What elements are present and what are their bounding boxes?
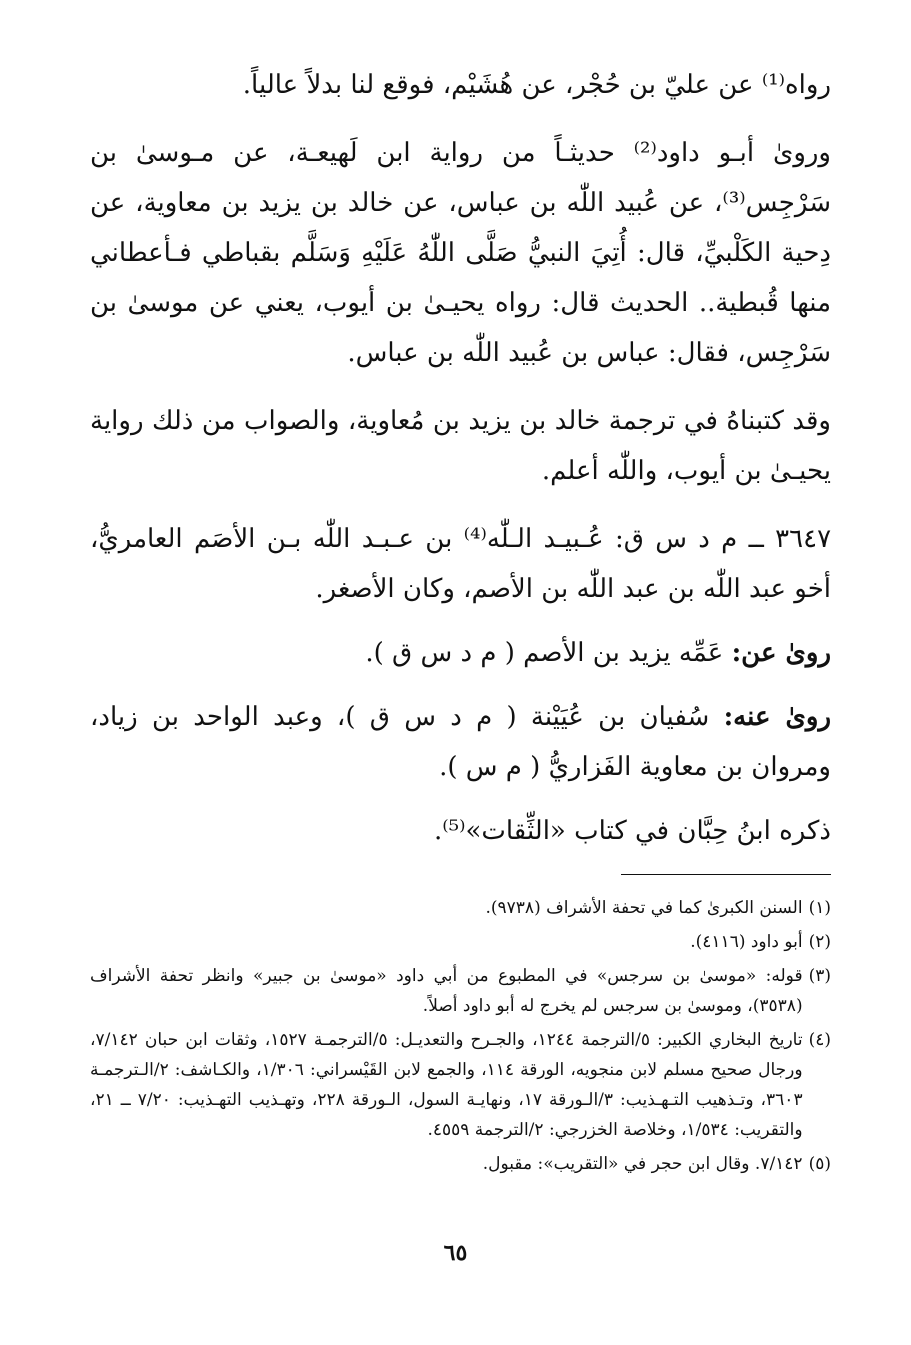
footnote-text: تاريخ البخاري الكبير: ٥/الترجمة ١٢٤٤، والجـرح والتعديـل: ٥/الترجمـة ١٥٢٧، وثقات ابن حبان ٧/١٤٢، ورجال صحيح مسلم لابن منجويه، الورقة ١١٤، والجمع لابن القَيْسراني: ١/٣٠٦، والكـاشف: ٢/الـترجمـة ٣٦٠٣، وتـذهيب التـهـذيب: ٣/الـورقة ١٧، ونهايـة السول، الـورقة ٢٢٨، وتهـذيب التهـذيب: ٧/٢٠ ــ ٢١، والتقريب: ١/٥٣٤، وخلاصة الخزرجي: ٢/الترجمة ٤٥٥٩. bbox=[90, 1030, 803, 1140]
narrated-by-label: روىٰ عنه: bbox=[723, 702, 832, 732]
entry-name: عُـبيـد الـلّٰه⁽⁴⁾ بن عـبـد اللّٰه بـن الأصَم العامريُّ، أخو عبد اللّٰه بن عبد اللّٰه بن الأصم، وكان الأصغر. bbox=[90, 524, 831, 604]
footnote-text: السنن الكبرىٰ كما في تحفة الأشراف (٩٧٣٨). bbox=[485, 898, 803, 918]
narrated-from-text: عَمِّه يزيد بن الأصم ( م د س ق ). bbox=[365, 638, 724, 668]
footnote-text: أبو داود (٤١١٦). bbox=[690, 932, 803, 952]
footnote-text: قوله: «موسىٰ بن سرجس» في المطبوع من أبي داود «موسىٰ بن جبير» وانظر تحفة الأشراف (٣٥٣٨)، وموسىٰ بن سرجس لم يخرج له أبو داود أصلاً. bbox=[90, 966, 803, 1016]
page-number: ٦٥ bbox=[443, 1240, 468, 1266]
narrated-by bbox=[90, 692, 831, 792]
paragraph-last: ذكره ابنُ حِبَّان في كتاب «الثِّقات»⁽⁵⁾. bbox=[434, 816, 831, 846]
entry-number: ٣٦٤٧ ــ م د س ق: bbox=[614, 524, 832, 554]
footnote bbox=[90, 927, 831, 957]
footnote bbox=[90, 1025, 831, 1145]
main-text bbox=[90, 60, 831, 856]
footnote bbox=[90, 1149, 831, 1179]
footnote-number: (٥) bbox=[808, 1154, 831, 1174]
footnote bbox=[90, 961, 831, 1021]
footnote-number: (٤) bbox=[808, 1030, 831, 1050]
footnote bbox=[90, 893, 831, 923]
entry-heading bbox=[90, 514, 831, 614]
footnotes bbox=[90, 893, 831, 1179]
narrated-from bbox=[90, 628, 831, 678]
footnote-text: ٧/١٤٢. وقال ابن حجر في «التقريب»: مقبول. bbox=[482, 1154, 803, 1174]
footnote-number: (١) bbox=[808, 898, 831, 918]
paragraph-1: رواه⁽¹⁾ عن عليّ بن حُجْر، عن هُشَيْم، فوقع لنا بدلاً عالياً. bbox=[242, 70, 831, 100]
footnote-number: (٢) bbox=[808, 932, 831, 952]
footnote-divider bbox=[621, 874, 831, 875]
footnote-number: (٣) bbox=[808, 966, 831, 986]
paragraph-2: وروىٰ أبـو داود⁽²⁾ حديثـاً من رواية ابن لَهيعـة، عن مـوسىٰ بن سَرْجِس⁽³⁾، عن عُبيد اللّٰه بن عباس، عن خالد بن يزيد بن معاوية، عن دِحية الكَلْبيِّ، قال: أُتِيَ النبيُّ صَلَّى اللّٰهُ عَلَيْهِ وَسَلَّم بقباطي فـأعطاني منها قُبطية.. الحديث قال: رواه يحيـىٰ بن أيوب، يعني عن موسىٰ بن سَرْجِس، فقال: عباس بن عُبيد اللّٰه بن عباس. bbox=[90, 138, 831, 368]
narrated-by-text: سُفيان بن عُيَيْنة ( م د س ق )، وعبد الواحد بن زياد، ومروان بن معاوية الفَزاريُّ ( م س ). bbox=[90, 702, 831, 782]
narrated-from-label: روىٰ عن: bbox=[731, 638, 831, 668]
paragraph-3: وقد كتبناهُ في ترجمة خالد بن يزيد بن مُعاوية، والصواب من ذلك رواية يحيـىٰ بن أيوب، واللّٰه أعلم. bbox=[90, 406, 831, 486]
